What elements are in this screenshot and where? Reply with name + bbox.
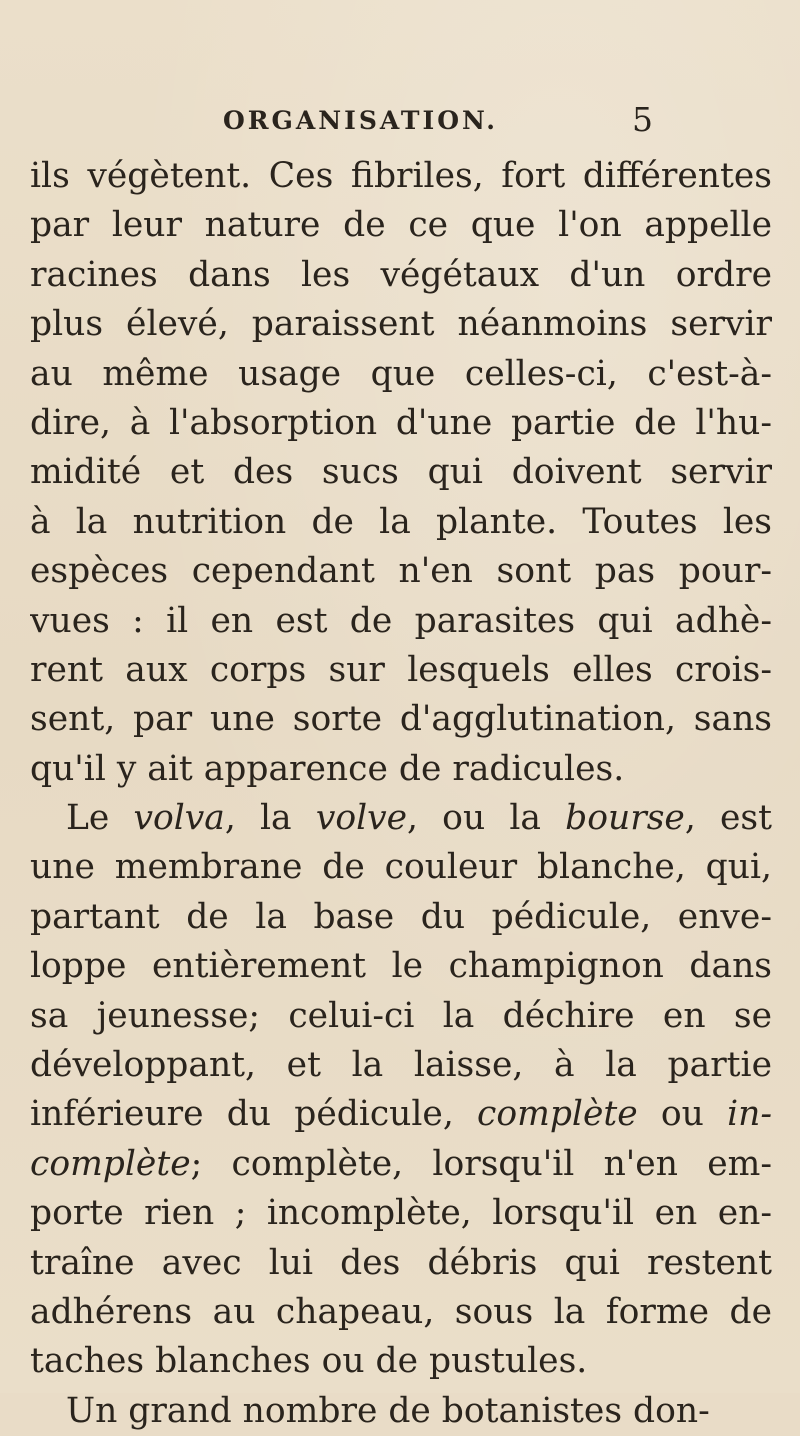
text-line: espèces cependant n'en sont pas pour- [30, 551, 772, 592]
text-line: au même usage que celles-ci, c'est-à- [30, 353, 772, 394]
text-line: par leur nature de ce que l'on appelle [30, 205, 772, 246]
text-line: inférieure du pédicule, complète ou in- [30, 1094, 772, 1135]
text-line: partant de la base du pédicule, enve- [30, 896, 772, 937]
text-line: Un grand nombre de botanistes don- [66, 1390, 710, 1431]
text-line: à la nutrition de la plante. Toutes les [30, 501, 772, 542]
text-line: développant, et la laisse, à la partie [30, 1045, 772, 1086]
text-line: une membrane de couleur blanche, qui, [30, 847, 772, 888]
text-line: plus élevé, paraissent néanmoins servir [30, 304, 772, 345]
text-line: Le volva, la volve, ou la bourse, est [66, 798, 772, 839]
text-line: vues : il en est de parasites qui adhè- [30, 600, 772, 641]
text-line: complète; complète, lorsqu'il n'en em- [30, 1143, 772, 1184]
text-line: qu'il y ait apparence de radicules. [30, 748, 625, 789]
text-line: taches blanches ou de pustules. [30, 1341, 588, 1382]
text-line: dire, à l'absorption d'une partie de l'hu- [30, 402, 772, 443]
text-line: porte rien ; incomplète, lorsqu'il en en- [30, 1193, 772, 1234]
text-line: rent aux corps sur lesquels elles crois- [30, 649, 772, 690]
page-header [223, 100, 653, 146]
text-line: midité et des sucs qui doivent servir [30, 452, 772, 493]
text-line: racines dans les végétaux d'un ordre [30, 254, 772, 295]
text-line: sent, par une sorte d'agglutination, sans [30, 699, 772, 740]
text-line: ils végètent. Ces fibriles, fort différentes [30, 156, 772, 196]
text-line: adhérens au chapeau, sous la forme de [30, 1291, 772, 1332]
text-line: loppe entièrement le champignon dans [30, 946, 772, 987]
body-text [30, 152, 772, 1436]
text-line: traîne avec lui des débris qui restent [30, 1242, 772, 1283]
page-number: 5 [632, 100, 653, 139]
text-line: sa jeunesse; celui-ci la déchire en se [30, 995, 772, 1036]
running-head: ORGANISATION. [223, 106, 498, 135]
